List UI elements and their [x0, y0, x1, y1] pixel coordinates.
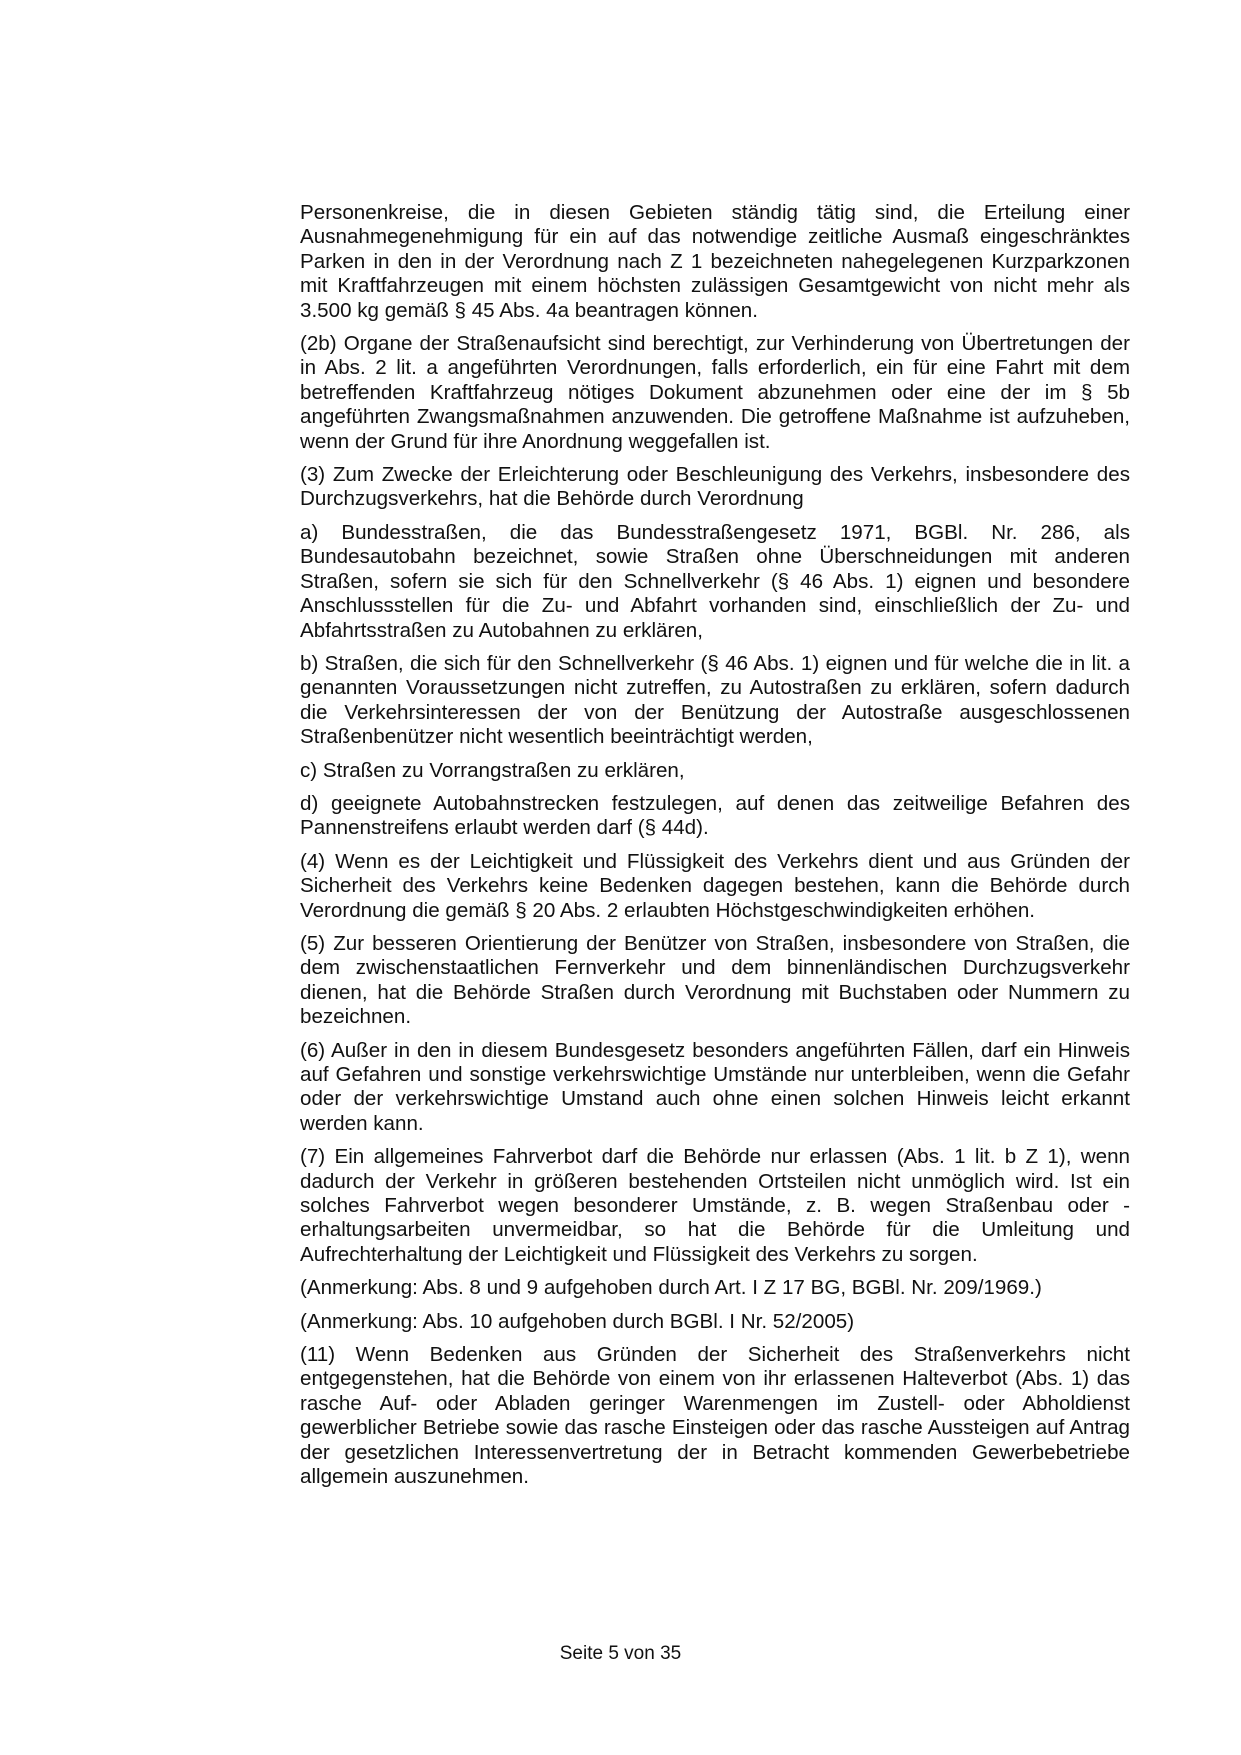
paragraph-2b: (2b) Organe der Straßenaufsicht sind berechtigt, zur Verhinderung von Übertretungen der in Abs. 2 lit. a angeführten Verordnungen, falls erforderlich, ein für eine Fahrt mit dem betreffenden Kraftfahrzeug nötiges Dokument abzunehmen oder eine der im § 5b angeführten Zwangsmaßnahmen anzuwenden. Die getroffene Maßnahme ist aufzuheben, wenn der Grund für ihre Anordnung weggefallen ist. — [300, 332, 1130, 453]
document-body — [300, 201, 1130, 1499]
paragraph-continuation: Personenkreise, die in diesen Gebieten ständig tätig sind, die Erteilung einer Ausnahmegenehmigung für ein auf das notwendige zeitliche Ausmaß eingeschränktes Parken in den in der Verordnung nach Z 1 bezeichneten nahegelegenen Kurzparkzonen mit Kraftfahrzeugen mit einem höchsten zulässigen Gesamtgewicht von nicht mehr als 3.500 kg gemäß § 45 Abs. 4a beantragen können. — [300, 201, 1130, 322]
paragraph-7: (7) Ein allgemeines Fahrverbot darf die Behörde nur erlassen (Abs. 1 lit. b Z 1), wenn dadurch der Verkehr in größeren bestehenden Ortsteilen nicht unmöglich wird. Ist ein solches Fahrverbot wegen besonderer Umstände, z. B. wegen Straßenbau oder -erhaltungsarbeiten unvermeidbar, so hat die Behörde für die Umleitung und Aufrechterhaltung der Leichtigkeit und Flüssigkeit des Verkehrs zu sorgen. — [300, 1145, 1130, 1266]
paragraph-3: (3) Zum Zwecke der Erleichterung oder Beschleunigung des Verkehrs, insbesondere des Durchzugsverkehrs, hat die Behörde durch Verordnung — [300, 463, 1130, 511]
paragraph-5: (5) Zur besseren Orientierung der Benützer von Straßen, insbesondere von Straßen, die dem zwischenstaatlichen Fernverkehr und dem binnenländischen Durchzugsverkehr dienen, hat die Behörde Straßen durch Verordnung mit Buchstaben oder Nummern zu bezeichnen. — [300, 931, 1130, 1029]
paragraph-3-lit-d: d) geeignete Autobahnstrecken festzulegen, auf denen das zeitweilige Befahren des Pannenstreifens erlaubt werden darf (§ 44d). — [300, 791, 1130, 840]
note-abs-8-9: (Anmerkung: Abs. 8 und 9 aufgehoben durch Art. I Z 17 BG, BGBl. Nr. 209/1969.) — [300, 1276, 1042, 1300]
page-number: Seite 5 von 35 — [559, 1643, 682, 1664]
note-abs-10: (Anmerkung: Abs. 10 aufgehoben durch BGBl. I Nr. 52/2005) — [300, 1309, 855, 1333]
paragraph-11: (11) Wenn Bedenken aus Gründen der Sicherheit des Straßenverkehrs nicht entgegenstehen, hat die Behörde von einem von ihr erlassenen Halteverbot (Abs. 1) das rasche Auf- oder Abladen geringer Warenmengen im Zustell- oder Abholdienst gewerblicher Betriebe sowie das rasche Einsteigen oder das rasche Aussteigen auf Antrag der gesetzlichen Interessenvertretung der in Betracht kommenden Gewerbebetriebe allgemein auszunehmen. — [300, 1343, 1130, 1489]
paragraph-3-lit-c: c) Straßen zu Vorrangstraßen zu erklären, — [300, 758, 685, 782]
paragraph-3-lit-b: b) Straßen, die sich für den Schnellverkehr (§ 46 Abs. 1) eignen und für welche die in lit. a genannten Voraussetzungen nicht zutreffen, zu Autostraßen zu erklären, sofern dadurch die Verkehrsinteressen der von der Benützung der Autostraße ausgeschlossenen Straßenbenützer nicht wesentlich beeinträchtigt werden, — [300, 651, 1130, 749]
paragraph-4: (4) Wenn es der Leichtigkeit und Flüssigkeit des Verkehrs dient und aus Gründen der Sicherheit des Verkehrs keine Bedenken dagegen bestehen, kann die Behörde durch Verordnung die gemäß § 20 Abs. 2 erlaubten Höchstgeschwindigkeiten erhöhen. — [300, 849, 1130, 922]
paragraph-3-lit-a: a) Bundesstraßen, die das Bundesstraßengesetz 1971, BGBl. Nr. 286, als Bundesautobahn bezeichnet, sowie Straßen ohne Überschneidungen mit anderen Straßen, sofern sie sich für den Schnellverkehr (§ 46 Abs. 1) eignen und besondere Anschlussstellen für die Zu- und Abfahrt vorhanden sind, einschließlich der Zu- und Abfahrtsstraßen zu Autobahnen zu erklären, — [300, 520, 1130, 642]
paragraph-6: (6) Außer in den in diesem Bundesgesetz besonders angeführten Fällen, darf ein Hinweis auf Gefahren und sonstige verkehrswichtige Umstände nur unterbleiben, wenn die Gefahr oder der verkehrswichtige Umstand auch ohne einen solchen Hinweis leicht erkannt werden kann. — [300, 1038, 1130, 1135]
